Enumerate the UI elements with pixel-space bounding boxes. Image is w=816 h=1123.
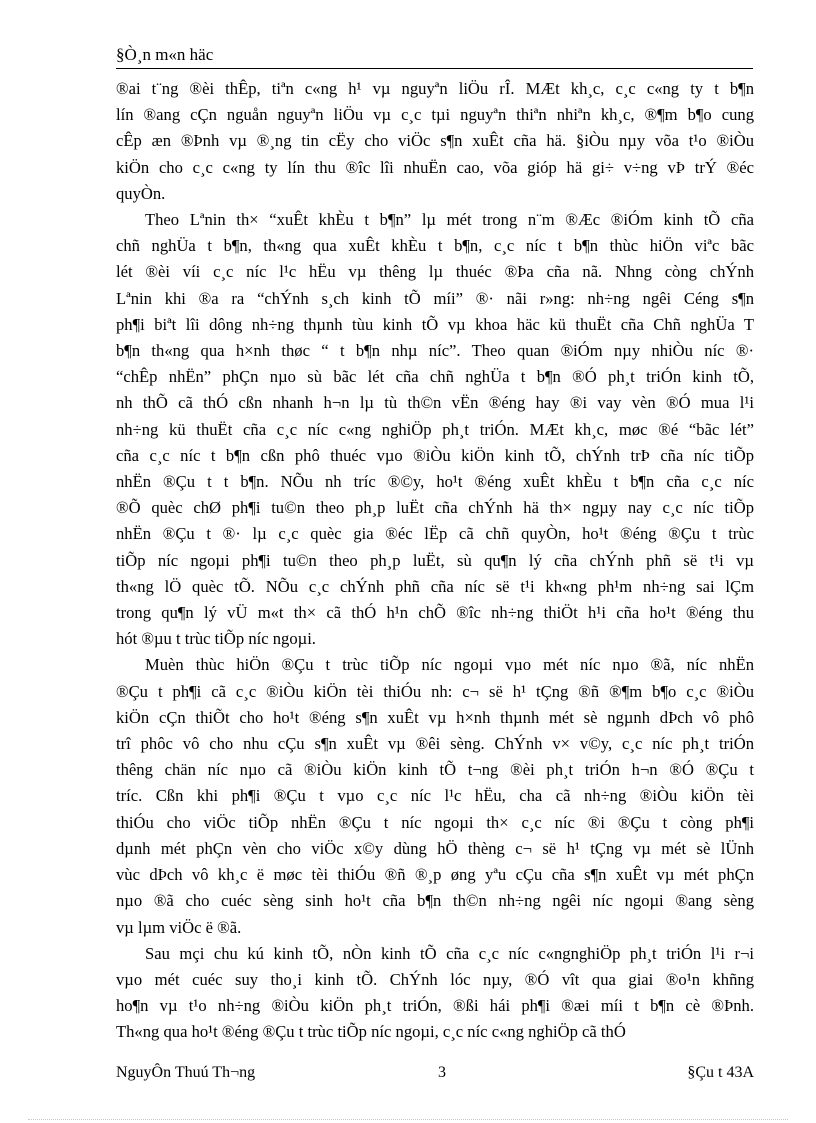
text-line: cña c¸c níc t b¶n cßn phô thuéc vµo ®iÒu kiÖn kinh tÕ, chÝnh trÞ cña níc tiÕp (116, 445, 754, 465)
text-line: th«ng lÖ quèc tÕ. NÕu c¸c chÝnh phñ cña níc së t¹i kh«ng ph¹m nh÷ng sai lÇm (116, 576, 754, 596)
text-line: Sau mçi chu kú kinh tÕ, nÒn kinh tÕ cña c¸c níc c«ngnghiÖp ph¸t triÓn l¹i r¬i (145, 943, 754, 963)
text-line: nhËn ®Çu t t b¶n. NÕu nh tríc ®©y, ho¹t ®éng xuÊt khÈu t b¶n cña c¸c níc (116, 472, 754, 492)
text-line: ph¶i biªt lîi dông nh÷ng thµnh tùu kinh tÕ vµ khoa häc kü thuËt cña Chñ nghÜa T (116, 314, 754, 334)
text-line: quyÒn. (116, 183, 166, 203)
header-title: §Ò¸n m«n häc (116, 45, 214, 64)
text-line: hót ®µu t trùc tiÕp níc ngoµi. (116, 629, 316, 649)
text-line: nh thÕ cã thÓ cßn nhanh h¬n lµ tù th©n vËn ®éng hay ®i vay vèn ®Ó mua l¹i (116, 393, 754, 413)
paragraph (116, 652, 754, 940)
text-line: nh÷ng kü thuËt cña c¸c níc c«ng nghiÖp ph¸t triÓn. MÆt kh¸c, møc ®é “bãc lét” (116, 419, 754, 439)
footer-author: NguyÔn Thuú Th¬ng (116, 1064, 256, 1081)
text-line: tríc. Cßn khi ph¶i ®Çu t vµo c¸c níc l¹c hËu, cha cã nh÷ng ®iÒu kiÖn tèi (116, 786, 754, 806)
footer-page-number: 3 (438, 1064, 446, 1081)
text-line: thêng chän níc nµo cã ®iÒu kiÖn kinh tÕ t¬ng ®èi ph¸t triÓn h¬n ®Ó ®Çu t (116, 760, 754, 780)
page-footer (116, 1061, 754, 1085)
document-body (116, 76, 754, 1046)
text-line: chñ nghÜa t b¶n, th«ng qua xuÊt khÈu t b¶n, c¸c níc t b¶n thùc hiÖn viªc bãc (116, 236, 754, 256)
paragraph (116, 76, 754, 207)
text-line: ®ai t¨ng ®èi thÊp, tiªn c«ng h¹ vµ nguyªn liÖu rÎ. MÆt kh¸c, c¸c c«ng ty t b¶n (116, 79, 754, 98)
text-line: nhËn ®Çu t ®· lµ c¸c quèc gia ®éc lËp cã chñ quyÒn, ho¹t ®éng ®Çu t trùc (116, 524, 754, 544)
text-line: vµo mét cuéc suy tho¸i kinh tÕ. ChÝnh lóc nµy, ®Ó vît qua giai ®o¹n khñng (116, 969, 754, 989)
footer-class-code: §Çu t 43A (687, 1064, 754, 1081)
page-header (116, 44, 753, 69)
text-line: ®Õ quèc chØ ph¶i tu©n theo ph¸p luËt cña chÝnh hä th× ngµy nay c¸c níc tiÕp (116, 498, 754, 518)
text-line: lín ®ang cÇn nguån nguyªn liÖu vµ c¸c tµi nguyªn thiªn nhiªn kh¸c, ®¶m b¶o cung (116, 105, 754, 125)
text-line: kiÖn cÇn thiÕt cho ho¹t ®éng s¶n xuÊt vµ h×nh thµnh mét sè ngµnh dÞch vô phô (116, 707, 754, 727)
text-line: “chÊp nhËn” phÇn nµo sù bãc lét cña chñ nghÜa t b¶n ®Ó ph¸t triÓn kinh tÕ, (116, 367, 754, 387)
text-line: Theo Lªnin th× “xuÊt khÈu t b¶n” lµ mét trong n¨m ®Æc ®iÓm kinh tÕ cña (145, 210, 754, 230)
text-line: trî phôc vô cho nhu cÇu s¶n xuÊt vµ ®êi sèng. ChÝnh v× v©y, c¸c níc ph¸t triÓn (116, 734, 754, 754)
paragraph (116, 207, 754, 652)
text-line: Lªnin khi ®a ra “chÝnh s¸ch kinh tÕ míi” ®· nãi r»ng: nh÷ng ngêi Céng s¶n (116, 288, 754, 308)
text-line: b¶n th«ng qua h×nh thøc “ t b¶n nhµ níc”. Theo quan ®iÓm nµy nhiÒu níc ®· (116, 341, 754, 361)
page-bottom-divider (28, 1119, 788, 1120)
text-line: dµnh mét phÇn vèn cho viÖc x©y dùng hÖ thèng c¬ së h¹ tÇng vµ mét sè lÜnh (116, 838, 754, 858)
paragraph (116, 941, 754, 1046)
text-line: Th«ng qua ho¹t ®éng ®Çu t trùc tiÕp níc ngoµi, c¸c níc c«ng nghiÖp cã thÓ (116, 1022, 626, 1042)
text-line: trong qu¶n lý vÜ m«t th× cã thÓ h¹n chÕ ®îc nh÷ng thiÖt h¹i cña ho¹t ®éng thu (116, 603, 754, 623)
text-line: vµ lµm viÖc ë ®ã. (116, 917, 242, 937)
text-line: Muèn thùc hiÖn ®Çu t trùc tiÕp níc ngoµi vµo mét níc nµo ®ã, níc nhËn (145, 655, 754, 675)
text-line: nµo ®ã cho cuéc sèng sinh ho¹t cña b¶n th©n nh÷ng ngêi níc ngoµi ®ang sèng (116, 891, 754, 911)
text-line: ®Çu t ph¶i cã c¸c ®iÒu kiÖn tèi thiÓu nh: c¬ së h¹ tÇng ®ñ ®¶m b¶o c¸c ®iÒu (116, 681, 754, 701)
text-line: thiÓu cho viÖc tiÕp nhËn ®Çu t níc ngoµi th× c¸c níc ®i ®Çu t còng ph¶i (116, 812, 754, 832)
text-line: cÊp æn ®Þnh vµ ®¸ng tin cËy cho viÖc s¶n xuÊt cña hä. §iÒu nµy võa t¹o ®iÒu (116, 131, 754, 151)
text-line: kiÖn cho c¸c c«ng ty lín thu ®îc lîi nhuËn cao, võa gióp hä gi÷ v÷ng vÞ trÝ ®éc (116, 157, 754, 177)
text-line: ho¶n vµ t¹o nh÷ng ®iÒu kiÖn ph¸t triÓn, ®ßi hái ph¶i ®æi míi t b¶n cè ®Þnh. (116, 996, 754, 1016)
text-line: lét ®èi víi c¸c níc l¹c hËu vµ thêng lµ thuéc ®Þa cña nã. Nhng còng chÝnh (116, 262, 754, 282)
text-line: tiÕp níc ngoµi ph¶i tu©n theo ph¸p luËt, sù qu¶n lý cña chÝnh phñ së t¹i vµ (116, 550, 754, 570)
text-line: vùc dÞch vô kh¸c ë møc tèi thiÓu ®ñ ®¸p øng yªu cÇu cña s¶n xuÊt vµ mét phÇn (116, 865, 754, 885)
